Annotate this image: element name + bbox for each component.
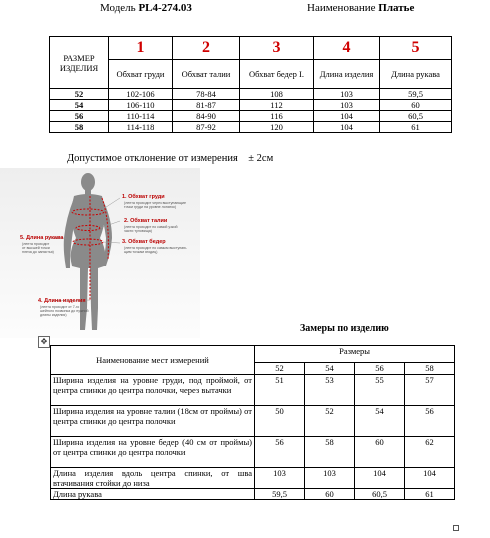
value-cell: 78-84 [173, 89, 240, 100]
measure-value: 103 [255, 468, 305, 489]
value-cell: 81-87 [173, 100, 240, 111]
table-row [50, 111, 452, 122]
measurement-figure [0, 168, 200, 338]
name-header: Наименование мест измерений [51, 346, 255, 375]
name-value: Платье [378, 2, 415, 14]
size-table [49, 36, 452, 133]
value-cell: 87-92 [173, 122, 240, 133]
note-hips: (лента проходит по самым выступаю- щим точкам ягодиц) [124, 246, 188, 254]
table-row [51, 489, 455, 500]
value-cell: 60 [380, 100, 452, 111]
table-row [51, 437, 455, 468]
col-number: 3 [240, 37, 314, 60]
name-label: Наименование [307, 2, 376, 14]
measure-name: Длина изделия вдоль центра спинки, от шва втачивания стойки до низа [51, 468, 255, 489]
measure-name: Ширина изделия на уровне талии (18см от проймы) от центра спинки до центра полочки [51, 406, 255, 437]
note-length: (лента проходит от 7-го шейного позвонка до нужной длины изделия) [40, 305, 89, 317]
table-row [51, 468, 455, 489]
size-col-header: 58 [405, 363, 455, 375]
measure-value: 56 [255, 437, 305, 468]
col-label: Длина изделия [314, 60, 380, 89]
measure-value: 104 [355, 468, 405, 489]
value-cell: 103 [314, 100, 380, 111]
measure-value: 56 [405, 406, 455, 437]
value-cell: 108 [240, 89, 314, 100]
col-label: Обхват талии [173, 60, 240, 89]
value-cell: 60,5 [380, 111, 452, 122]
label-hips: 3. Обхват бедер [122, 239, 166, 245]
size-cell: 58 [50, 122, 109, 133]
col-number: 4 [314, 37, 380, 60]
measure-value: 60 [355, 437, 405, 468]
note-waist: (лента проходит по самой узкой части туловища) [124, 225, 178, 233]
value-cell: 84-90 [173, 111, 240, 122]
value-cell: 120 [240, 122, 314, 133]
table-row [51, 406, 455, 437]
name-line [307, 2, 414, 14]
measure-value: 58 [305, 437, 355, 468]
measure-value: 60 [305, 489, 355, 500]
measure-value: 54 [355, 406, 405, 437]
measure-value: 51 [255, 375, 305, 406]
measure-value: 55 [355, 375, 405, 406]
size-col-header: 54 [305, 363, 355, 375]
measure-name: Ширина изделия на уровне груди, под проймой, от центра спинки до центра полочки, через вытачки [51, 375, 255, 406]
measure-value: 103 [305, 468, 355, 489]
garment-table-title: Замеры по изделию [300, 323, 389, 334]
measure-name: Ширина изделия на уровне бедер (40 см от проймы) от центра спинки до центра полочки [51, 437, 255, 468]
col-label: Длина рукава [380, 60, 452, 89]
table-row [51, 375, 455, 406]
size-cell: 56 [50, 111, 109, 122]
value-cell: 114-118 [109, 122, 173, 133]
move-handle-icon[interactable]: ✥ [38, 336, 50, 348]
value-cell: 110-114 [109, 111, 173, 122]
col-number: 1 [109, 37, 173, 60]
garment-table [50, 345, 455, 500]
size-col-header: 52 [255, 363, 305, 375]
value-cell: 106-110 [109, 100, 173, 111]
measure-value: 50 [255, 406, 305, 437]
model-label: Модель [100, 2, 136, 14]
measure-value: 61 [405, 489, 455, 500]
table-row [50, 89, 452, 100]
measure-value: 60,5 [355, 489, 405, 500]
label-chest: 1. Обхват груди [122, 194, 165, 200]
note-sleeve: (лента проходит от высшей точки плеча до запястья) [22, 242, 54, 254]
measure-name: Длина рукава [51, 489, 255, 500]
sizes-header: Размеры [255, 346, 455, 363]
col-label: Обхват бедер I. [240, 60, 314, 89]
tolerance-text: Допустимое отклонение от измерения [67, 153, 238, 164]
value-cell: 112 [240, 100, 314, 111]
tolerance-value: ± 2см [248, 153, 274, 164]
size-cell: 52 [50, 89, 109, 100]
measure-value: 52 [305, 406, 355, 437]
value-cell: 103 [314, 89, 380, 100]
col-number: 2 [173, 37, 240, 60]
value-cell: 102-106 [109, 89, 173, 100]
col-label: Обхват груди [109, 60, 173, 89]
measure-value: 104 [405, 468, 455, 489]
measure-value: 59,5 [255, 489, 305, 500]
value-cell: 104 [314, 122, 380, 133]
measure-value: 62 [405, 437, 455, 468]
value-cell: 104 [314, 111, 380, 122]
label-waist: 2. Обхват талии [124, 218, 168, 224]
table-row [50, 100, 452, 111]
resize-corner-icon[interactable] [453, 525, 459, 531]
size-col-header: 56 [355, 363, 405, 375]
measure-value: 53 [305, 375, 355, 406]
measure-value: 57 [405, 375, 455, 406]
col-number: 5 [380, 37, 452, 60]
label-sleeve: 5. Длина рукава [20, 235, 64, 241]
value-cell: 59,5 [380, 89, 452, 100]
tolerance-line [67, 153, 273, 164]
note-chest: (лента проходит через выступающие точки груди на уровне лопаток) [124, 201, 187, 209]
table-row [50, 122, 452, 133]
size-cell: 54 [50, 100, 109, 111]
model-code: PL4-274.03 [138, 2, 192, 14]
value-cell: 61 [380, 122, 452, 133]
model-line [100, 2, 192, 14]
size-header: РАЗМЕР ИЗДЕЛИЯ [50, 37, 109, 89]
label-length: 4. Длина изделия [38, 298, 86, 304]
value-cell: 116 [240, 111, 314, 122]
